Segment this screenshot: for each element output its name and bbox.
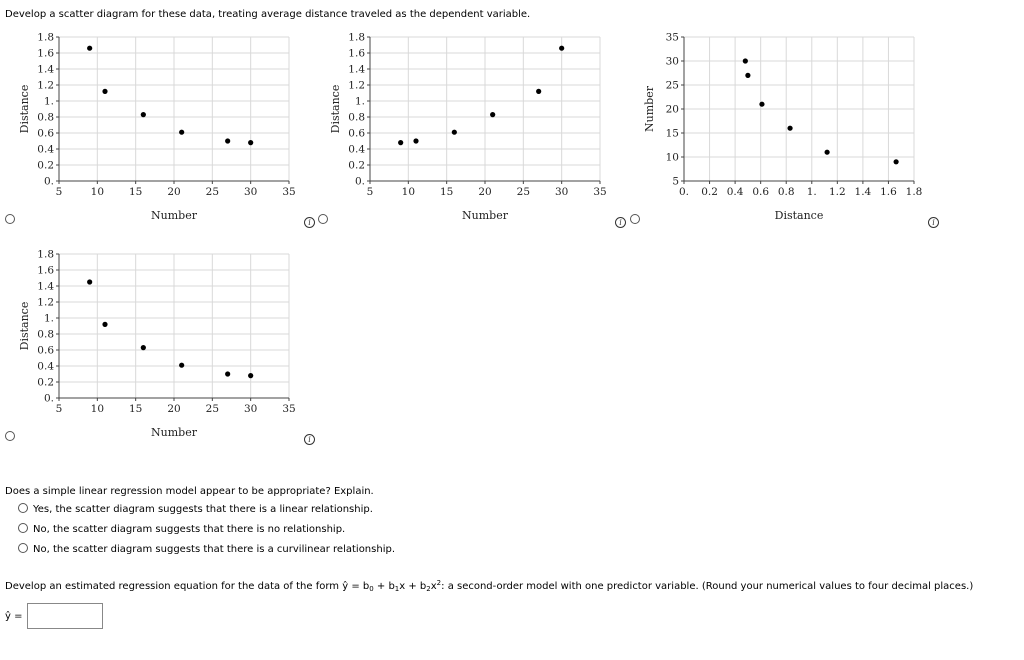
y-tick-label: 0.6	[37, 127, 54, 140]
question3-prompt	[5, 579, 973, 593]
x-tick-label: 20	[167, 186, 181, 198]
x-axis-label: Number	[151, 426, 197, 439]
option-radio[interactable]	[18, 503, 28, 513]
y-tick-label: 1.2	[37, 79, 54, 92]
x-tick-label: 1.4	[854, 186, 872, 198]
answer-option-no-relationship[interactable]	[18, 523, 345, 535]
x-tick-label: 0.	[678, 186, 690, 198]
info-icon[interactable]: i	[615, 217, 626, 228]
y-tick-label: 1.8	[37, 31, 54, 44]
subscript: 0	[369, 585, 374, 593]
eq-text: = b	[348, 581, 370, 592]
data-point	[225, 138, 230, 143]
x-tick-label: 1.2	[828, 186, 846, 198]
x-axis-label: Number	[151, 209, 197, 222]
option-label: No, the scatter diagram suggests that there is no relationship.	[33, 524, 346, 535]
y-axis-label: Distance	[18, 84, 31, 134]
x-tick-label: 30	[243, 403, 258, 415]
instruction-text: Develop a scatter diagram for these data, treating average distance traveled as the dependent variable.	[5, 9, 531, 20]
y-tick-label: 1.4	[37, 63, 54, 76]
answer-label: ŷ =	[5, 611, 23, 622]
y-tick-label: 0.	[43, 392, 54, 405]
scatter-chart-d	[15, 247, 305, 442]
y-tick-label: 0.4	[37, 360, 54, 373]
data-point	[141, 345, 146, 350]
prompt-text: : a second-order model with one predictor variable. (Round your numerical values to four decimal places.)	[441, 581, 974, 592]
y-tick-label: 0.	[354, 175, 365, 188]
y-tick-label: 1.6	[37, 47, 54, 60]
option-radio[interactable]	[18, 543, 28, 553]
x-tick-label: 1.6	[880, 186, 897, 198]
question2-prompt: Does a simple linear regression model appear to be appropriate? Explain.	[5, 486, 374, 497]
eq-text: x	[430, 581, 437, 592]
superscript: 2	[436, 579, 442, 587]
data-point	[248, 140, 253, 145]
subscript: 2	[426, 585, 431, 593]
y-tick-label: 35	[665, 31, 679, 44]
x-tick-label: 5	[55, 186, 63, 198]
option-label: Yes, the scatter diagram suggests that there is a linear relationship.	[33, 504, 373, 515]
y-tick-label: 20	[665, 103, 679, 116]
data-point	[413, 138, 418, 143]
x-tick-label: 25	[205, 403, 220, 415]
x-tick-label: 1.8	[905, 186, 923, 198]
data-point	[743, 58, 748, 63]
x-tick-label: 1.	[806, 186, 817, 198]
y-tick-label: 30	[665, 55, 679, 68]
option-label: No, the scatter diagram suggests that there is a curvilinear relationship.	[33, 544, 396, 555]
x-tick-label: 25	[516, 186, 531, 198]
y-tick-label: 0.2	[348, 159, 365, 172]
info-icon[interactable]: i	[304, 217, 315, 228]
x-tick-label: 25	[205, 186, 220, 198]
subscript: 1	[394, 585, 400, 593]
x-tick-label: 5	[55, 403, 63, 415]
x-tick-label: 0.6	[752, 186, 770, 198]
answer-option-linear[interactable]	[18, 503, 373, 515]
data-point	[452, 130, 457, 135]
option-radio-chart-c[interactable]	[630, 214, 640, 224]
y-tick-label: 0.4	[37, 143, 54, 156]
y-axis-label: Distance	[329, 84, 342, 134]
option-radio-chart-d[interactable]	[5, 431, 15, 441]
y-tick-label: 0.6	[37, 344, 54, 357]
x-tick-label: 35	[282, 186, 296, 198]
x-tick-label: 15	[439, 186, 454, 198]
y-tick-label: 25	[665, 79, 679, 92]
y-tick-label: 1.2	[37, 296, 54, 309]
data-point	[490, 112, 495, 117]
x-tick-label: 15	[128, 403, 143, 415]
y-tick-label: 1.8	[37, 248, 54, 261]
x-tick-label: 20	[478, 186, 492, 198]
option-radio[interactable]	[18, 523, 28, 533]
info-icon[interactable]: i	[304, 434, 315, 445]
data-point	[398, 140, 403, 145]
data-point	[745, 73, 750, 78]
y-tick-label: 1.4	[37, 280, 54, 293]
scatter-chart-b	[326, 30, 616, 225]
x-tick-label: 0.8	[777, 186, 795, 198]
x-tick-label: 15	[128, 186, 143, 198]
x-axis-label: Distance	[774, 209, 824, 222]
data-point	[787, 126, 792, 131]
y-tick-label: 5	[672, 175, 679, 188]
eq-text: + b	[373, 581, 395, 592]
y-tick-label: 1.4	[348, 63, 365, 76]
y-axis-label: Number	[643, 86, 656, 132]
x-tick-label: 5	[366, 186, 374, 198]
x-tick-label: 30	[554, 186, 569, 198]
y-tick-label: 0.4	[348, 143, 365, 156]
x-tick-label: 10	[90, 403, 105, 415]
data-point	[102, 89, 107, 94]
regression-equation-input[interactable]	[27, 603, 103, 629]
scatter-chart-c	[640, 30, 930, 225]
x-tick-label: 30	[243, 186, 258, 198]
y-tick-label: 0.	[43, 175, 54, 188]
x-tick-label: 10	[90, 186, 105, 198]
data-point	[894, 159, 899, 164]
x-axis-label: Number	[462, 209, 508, 222]
data-point	[825, 150, 830, 155]
x-tick-label: 0.2	[701, 186, 718, 198]
y-tick-label: 1.2	[348, 79, 365, 92]
data-point	[559, 46, 564, 51]
y-axis-label: Distance	[18, 301, 31, 351]
y-tick-label: 1.	[43, 95, 54, 108]
y-tick-label: 0.8	[348, 111, 365, 124]
y-tick-label: 0.6	[348, 127, 365, 140]
x-tick-label: 20	[167, 403, 181, 415]
y-tick-label: 15	[665, 127, 679, 140]
data-point	[536, 89, 541, 94]
data-point	[248, 373, 253, 378]
data-point	[225, 371, 230, 376]
y-tick-label: 1.8	[348, 31, 365, 44]
y-tick-label: 1.	[354, 95, 365, 108]
data-point	[102, 322, 107, 327]
x-tick-label: 10	[401, 186, 416, 198]
y-tick-label: 1.6	[348, 47, 365, 60]
info-icon[interactable]: i	[928, 217, 939, 228]
data-point	[179, 130, 184, 135]
prompt-text: Develop an estimated regression equation for the data of the form	[5, 581, 343, 592]
data-point	[179, 363, 184, 368]
answer-option-curvilinear[interactable]	[18, 543, 395, 555]
y-tick-label: 0.2	[37, 376, 54, 389]
y-tick-label: 0.2	[37, 159, 54, 172]
x-tick-label: 35	[593, 186, 607, 198]
data-point	[759, 102, 764, 107]
data-point	[87, 279, 92, 284]
x-tick-label: 35	[282, 403, 296, 415]
y-tick-label: 0.8	[37, 111, 54, 124]
y-tick-label: 1.6	[37, 264, 54, 277]
data-point	[87, 46, 92, 51]
eq-text: x + b	[399, 581, 427, 592]
y-tick-label: 10	[665, 151, 679, 164]
yhat-symbol: ŷ	[342, 581, 349, 592]
scatter-chart-a	[15, 30, 305, 225]
option-radio-chart-a[interactable]	[5, 214, 15, 224]
data-point	[141, 112, 146, 117]
y-tick-label: 0.8	[37, 328, 54, 341]
y-tick-label: 1.	[43, 312, 54, 325]
x-tick-label: 0.4	[726, 186, 744, 198]
